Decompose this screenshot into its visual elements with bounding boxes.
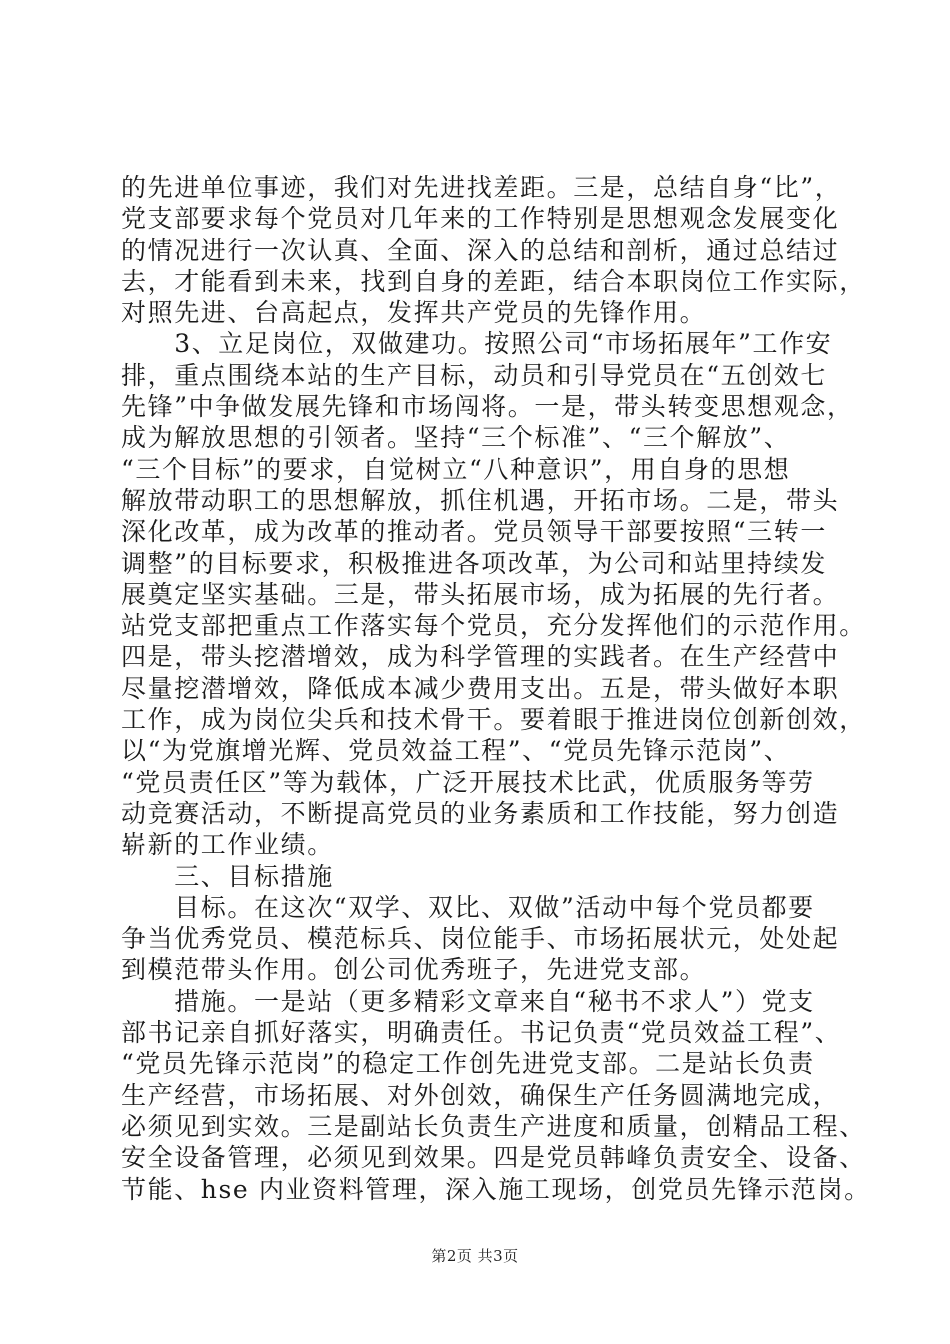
text-line: 对照先进、台高起点，发挥共产党员的先锋作用。: [121, 298, 707, 328]
document-body: [121, 172, 871, 1205]
text-line: “三个目标”的要求，自觉树立“八种意识”，用自身的思想: [121, 454, 791, 484]
text-line: 生产经营，市场拓展、对外创效，确保生产任务圆满地完成，: [121, 1080, 840, 1110]
text-line: 的先进单位事迹，我们对先进找差距。三是，总结自身“比”，: [121, 173, 842, 202]
page-number-footer: 第2页 共3页: [431, 1247, 519, 1265]
text-line: 必须见到实效。三是副站长负责生产进度和质量，创精品工程、: [121, 1111, 866, 1141]
text-line: “党员责任区”等为载体，广泛开展技术比武，优质服务等劳: [121, 767, 815, 797]
text-line: 党支部要求每个党员对几年来的工作特别是思想观念发展变化: [121, 204, 840, 234]
text-line: 部书记亲自抓好落实，明确责任。书记负责“党员效益工程”、: [121, 1018, 842, 1048]
text-line: 争当优秀党员、模范标兵、岗位能手、市场拓展状元，处处起: [121, 924, 840, 954]
text-line: 3、立足岗位，双做建功。按照公司“市场拓展年”工作安: [121, 329, 833, 359]
text-line: 崭新的工作业绩。: [121, 830, 334, 860]
text-line: 去，才能看到未来，找到自身的差距，结合本职岗位工作实际，: [121, 266, 866, 296]
text-line: 目标。在这次“双学、双比、双做”活动中每个党员都要: [121, 892, 815, 922]
text-line: 安全设备管理，必须见到效果。四是党员韩峰负责安全、设备、: [121, 1143, 866, 1173]
text-line: 排，重点围绕本站的生产目标，动员和引导党员在“五创效七: [121, 360, 827, 390]
text-line: 调整”的目标要求，积极推进各项改革，为公司和站里持续发: [121, 548, 827, 578]
text-line: 节能、hse 内业资料管理，深入施工现场，创党员先锋示范岗。: [121, 1174, 871, 1204]
text-line: 到模范带头作用。创公司优秀班子，先进党支部。: [121, 955, 707, 985]
text-line: 先锋”中争做发展先锋和市场闯将。一是，带头转变思想观念，: [121, 392, 854, 422]
section-heading: 三、目标措施: [121, 861, 334, 891]
text-line: 措施。一是站（更多精彩文章来自“秘书不求人”）党支: [121, 986, 815, 1016]
text-line: 动竞赛活动，不断提高党员的业务素质和工作技能，努力创造: [121, 798, 840, 828]
text-line: 成为解放思想的引领者。坚持“三个标准”、“三个解放”、: [121, 423, 791, 453]
text-line: 四是，带头挖潜增效，成为科学管理的实践者。在生产经营中: [121, 642, 840, 672]
text-line: 的情况进行一次认真、全面、深入的总结和剖析，通过总结过: [121, 235, 840, 265]
text-line: 以“为党旗增光辉、党员效益工程”、“党员先锋示范岗”、: [121, 736, 791, 766]
text-line: 展奠定坚实基础。三是，带头拓展市场，成为拓展的先行者。: [121, 579, 840, 609]
text-line: 站党支部把重点工作落实每个党员，充分发挥他们的示范作用。: [121, 611, 866, 641]
text-line: 深化改革，成为改革的推动者。党员领导干部要按照“三转一: [121, 517, 827, 547]
text-line: “党员先锋示范岗”的稳定工作创先进党支部。二是站长负责: [121, 1049, 815, 1079]
text-line: 尽量挖潜增效，降低成本减少费用支出。五是，带头做好本职: [121, 673, 840, 703]
text-line: 解放带动职工的思想解放，抓住机遇，开拓市场。二是，带头: [121, 485, 840, 515]
text-line: 工作，成为岗位尖兵和技术骨干。要着眼于推进岗位创新创效，: [121, 705, 866, 735]
